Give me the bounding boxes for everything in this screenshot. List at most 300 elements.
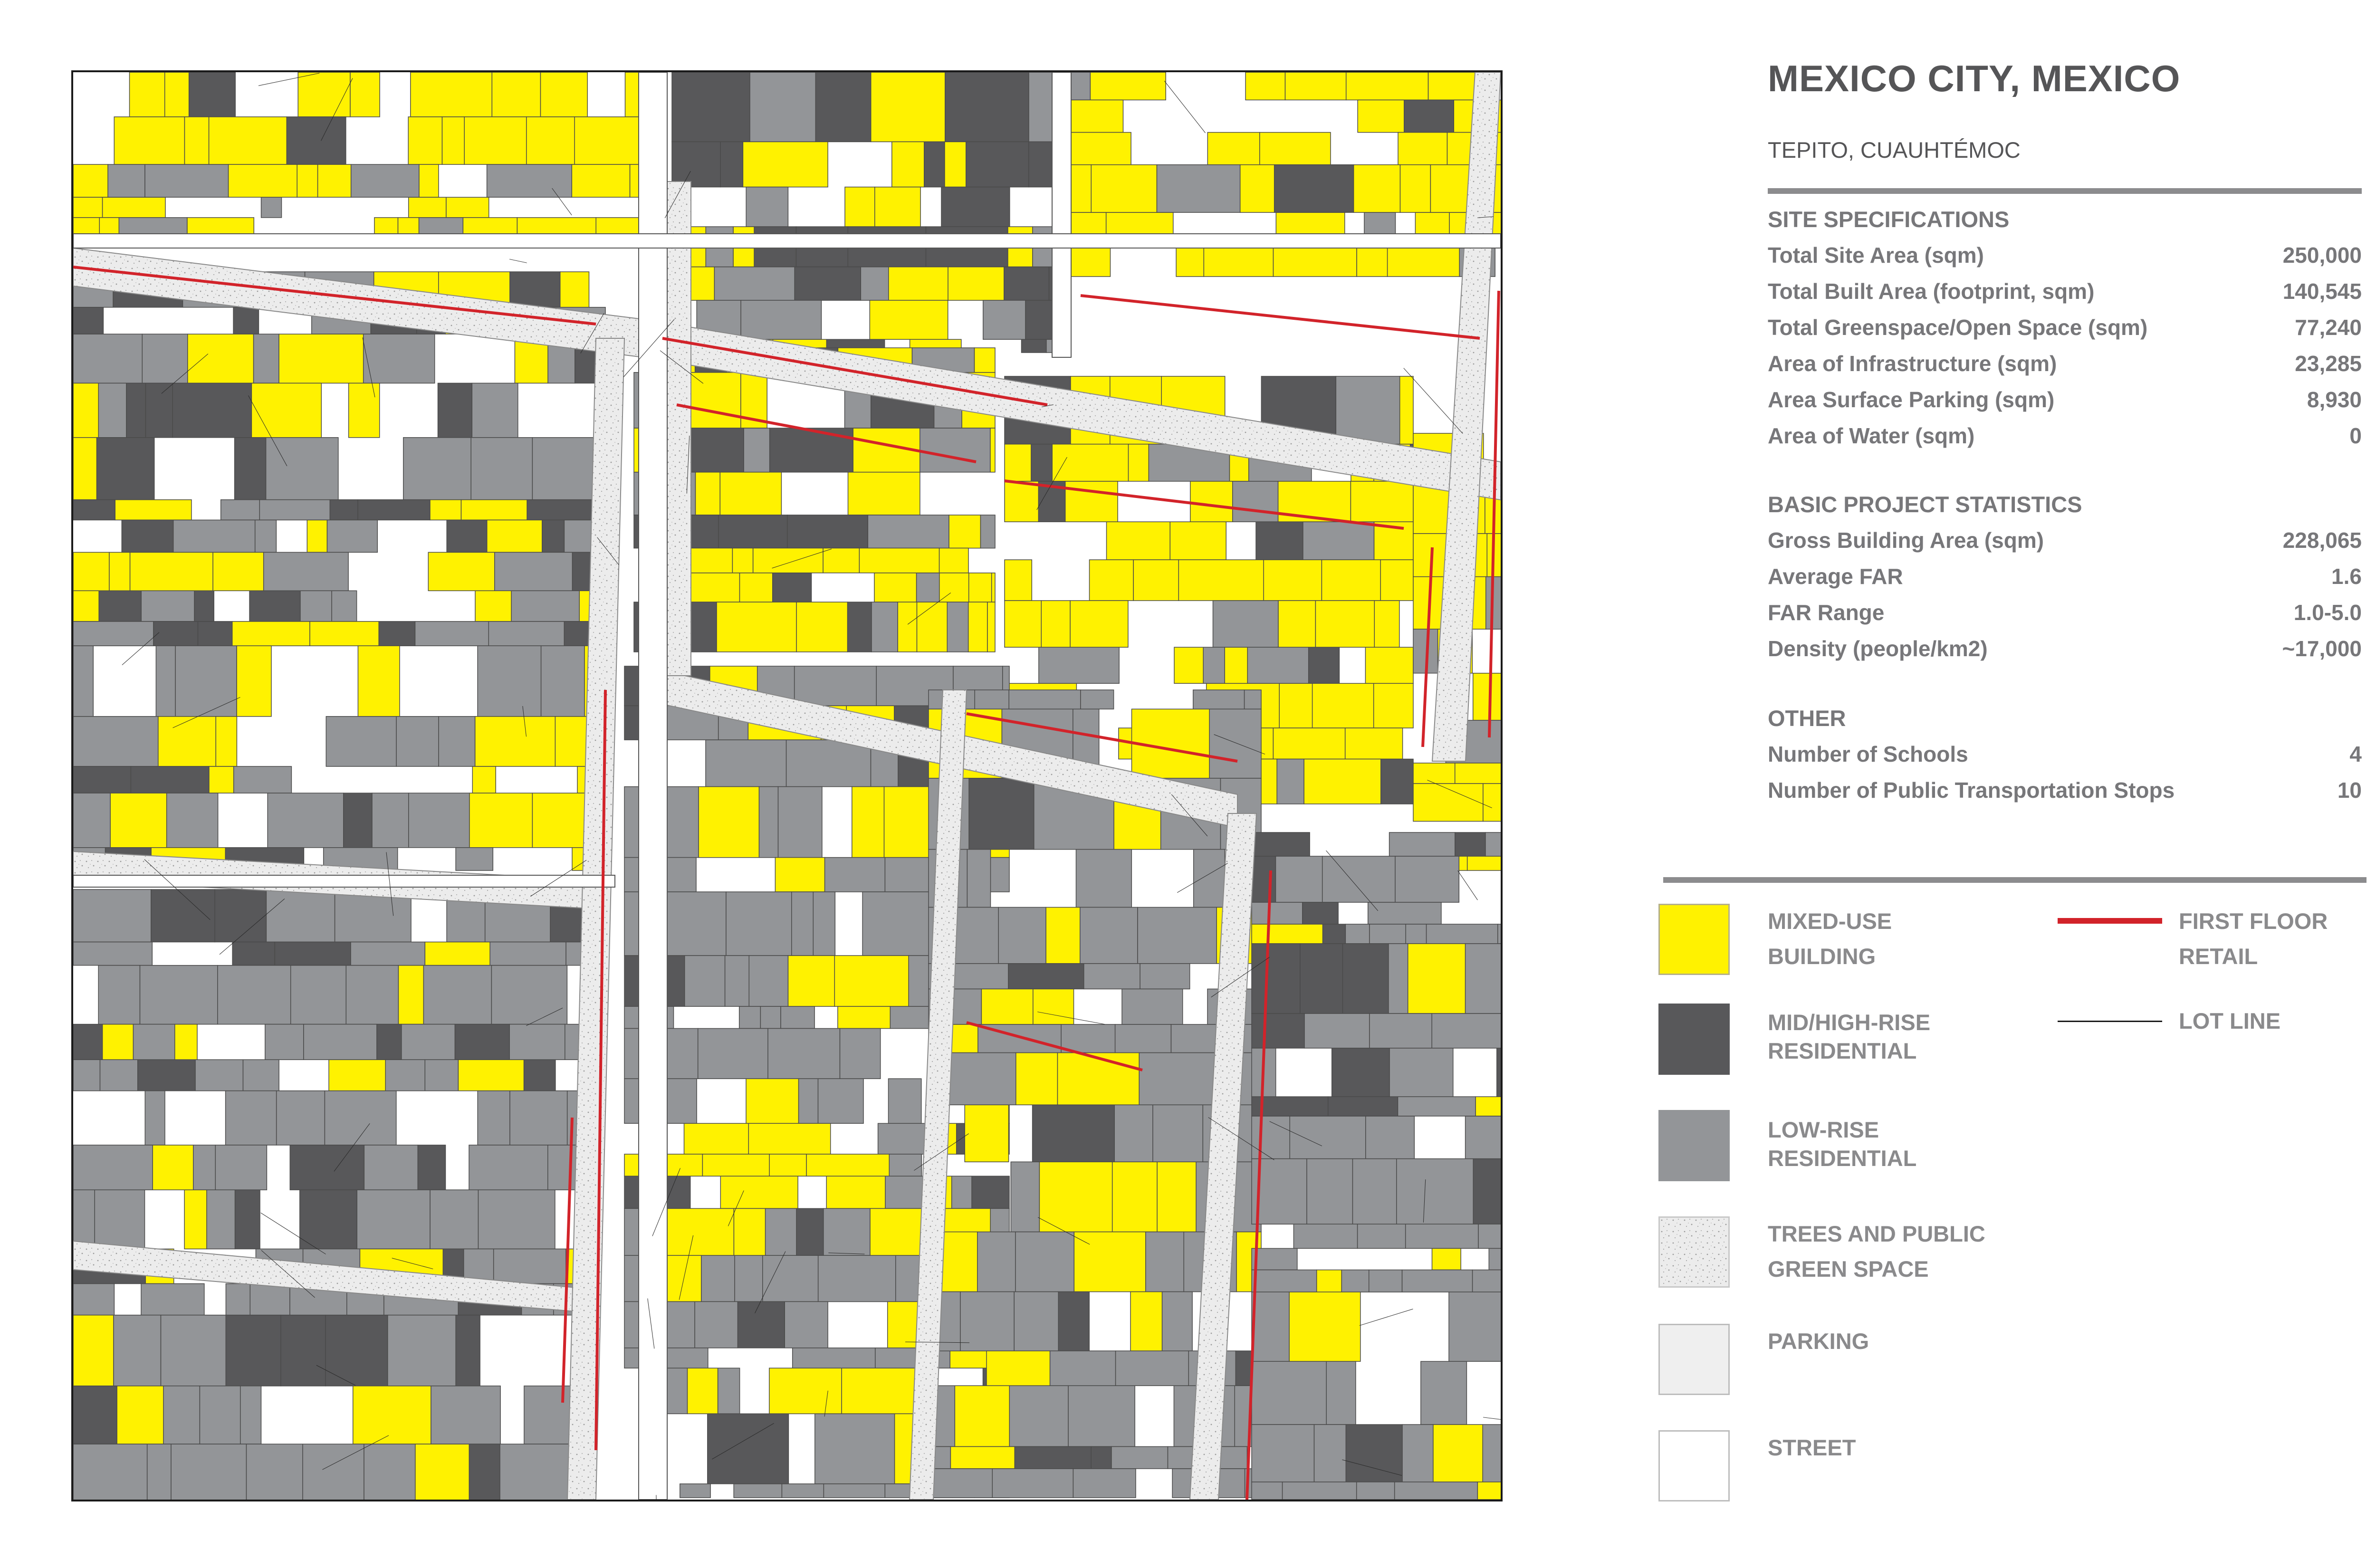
building-footprint xyxy=(1090,560,1134,601)
building-footprint xyxy=(1357,245,1388,277)
building-footprint xyxy=(983,300,1025,339)
building-footprint xyxy=(782,1484,824,1498)
building-footprint xyxy=(1081,690,1114,709)
other-stat-row xyxy=(1768,777,2362,806)
site-spec-row xyxy=(1768,387,2362,415)
building-footprint xyxy=(625,72,639,117)
building-footprint xyxy=(749,956,788,1006)
building-footprint xyxy=(237,646,271,717)
map-subtitle: TEPITO, CUAUHTÉMOC xyxy=(1768,137,2021,163)
street-swatch xyxy=(1658,1430,1730,1501)
site-spec-row xyxy=(1768,351,2362,379)
building-footprint xyxy=(1489,1248,1501,1270)
building-footprint xyxy=(542,520,565,552)
building-footprint xyxy=(232,942,275,966)
building-footprint xyxy=(1138,908,1217,964)
building-footprint xyxy=(824,1484,885,1498)
building-footprint xyxy=(510,1091,567,1145)
stat-label: Area of Water (sqm) xyxy=(1768,423,1975,448)
building-footprint xyxy=(187,218,254,234)
building-footprint xyxy=(763,1255,818,1301)
building-footprint xyxy=(1084,964,1140,989)
stat-label: Total Built Area (footprint, sqm) xyxy=(1768,279,2095,304)
building-footprint xyxy=(153,621,198,646)
building-footprint xyxy=(1204,245,1273,277)
building-footprint xyxy=(1076,850,1132,908)
building-footprint xyxy=(1252,1292,1289,1361)
stat-value: ~17,000 xyxy=(2282,636,2362,661)
building-footprint xyxy=(472,766,496,793)
building-footprint xyxy=(415,621,489,646)
building-footprint xyxy=(1449,1292,1501,1361)
building-footprint xyxy=(1025,300,1052,339)
building-footprint xyxy=(119,218,187,234)
stat-value: 23,285 xyxy=(2295,351,2362,376)
building-footprint xyxy=(753,548,823,573)
stat-label: Total Greenspace/Open Space (sqm) xyxy=(1768,315,2148,340)
building-footprint xyxy=(73,1444,147,1500)
building-footprint xyxy=(471,438,532,500)
building-footprint xyxy=(130,72,165,117)
building-footprint xyxy=(1039,1162,1112,1232)
building-footprint xyxy=(1114,1105,1153,1162)
building-footprint xyxy=(357,1190,430,1249)
building-footprint xyxy=(966,142,1029,187)
building-footprint xyxy=(1178,560,1264,601)
building-footprint xyxy=(141,591,194,621)
stat-value: 1.0-5.0 xyxy=(2293,600,2362,625)
legend-label: STREET xyxy=(1768,1435,1856,1460)
building-footprint xyxy=(332,591,357,621)
building-footprint xyxy=(952,1176,972,1208)
building-footprint xyxy=(1368,902,1441,924)
building-footprint xyxy=(1005,444,1031,481)
building-footprint xyxy=(786,740,871,786)
trees-swatch xyxy=(1658,1216,1730,1288)
building-footprint xyxy=(1277,759,1304,804)
building-footprint xyxy=(1252,1361,1326,1425)
building-footprint xyxy=(1157,165,1240,212)
building-footprint xyxy=(1389,944,1408,1013)
building-footprint xyxy=(377,1024,402,1060)
building-footprint xyxy=(114,1315,161,1386)
building-footprint xyxy=(298,72,350,117)
building-footprint xyxy=(826,1176,885,1208)
building-footprint xyxy=(456,848,493,870)
building-footprint xyxy=(310,621,379,646)
building-footprint xyxy=(1209,709,1261,778)
map-title: MEXICO CITY, MEXICO xyxy=(1768,57,2181,99)
building-footprint xyxy=(572,164,630,197)
building-footprint xyxy=(1247,647,1309,683)
building-footprint xyxy=(720,472,781,515)
building-footprint xyxy=(194,591,214,621)
building-footprint xyxy=(1252,944,1300,1013)
building-footprint xyxy=(1400,376,1413,444)
building-footprint xyxy=(949,515,981,548)
project-stat-row xyxy=(1768,527,2362,556)
building-footprint xyxy=(266,438,338,500)
building-footprint xyxy=(773,573,812,602)
building-footprint xyxy=(1389,1048,1453,1097)
building-footprint xyxy=(818,1255,896,1301)
building-footprint xyxy=(447,520,487,552)
building-footprint xyxy=(419,218,463,234)
building-footprint xyxy=(1225,647,1247,683)
building-footprint xyxy=(981,515,996,548)
building-footprint xyxy=(402,1024,455,1060)
building-footprint xyxy=(438,383,472,437)
building-footprint xyxy=(1071,133,1131,165)
building-footprint xyxy=(1402,1270,1473,1292)
building-footprint xyxy=(872,602,898,652)
building-footprint xyxy=(1346,72,1428,100)
building-footprint xyxy=(1307,1159,1353,1224)
building-footprint xyxy=(126,383,145,437)
building-footprint xyxy=(796,602,848,652)
building-footprint xyxy=(1157,1162,1196,1232)
lot-line xyxy=(509,259,527,263)
building-footprint xyxy=(684,1123,749,1154)
building-footprint xyxy=(672,142,720,187)
building-footprint xyxy=(95,1190,144,1249)
building-footprint xyxy=(1326,1361,1356,1425)
building-footprint xyxy=(861,267,889,300)
building-footprint xyxy=(442,117,465,164)
building-footprint xyxy=(718,1368,740,1414)
retail-line-sample xyxy=(2058,918,2162,924)
building-footprint xyxy=(796,1208,824,1255)
building-footprint xyxy=(769,1368,842,1414)
building-footprint xyxy=(787,515,868,548)
building-footprint xyxy=(254,334,279,383)
building-footprint xyxy=(1336,376,1399,444)
building-footprint xyxy=(969,573,992,602)
building-footprint xyxy=(527,500,598,520)
building-footprint xyxy=(73,1284,114,1315)
building-footprint xyxy=(430,1190,478,1249)
building-footprint xyxy=(103,1024,134,1060)
building-footprint xyxy=(108,164,145,197)
building-footprint xyxy=(153,1145,193,1190)
building-footprint xyxy=(1358,1224,1406,1248)
building-footprint xyxy=(1313,683,1374,728)
building-footprint xyxy=(1345,924,1370,944)
building-footprint xyxy=(163,1386,200,1444)
stat-label: Total Site Area (sqm) xyxy=(1768,243,1984,268)
building-footprint xyxy=(1029,142,1052,187)
building-footprint xyxy=(235,1190,260,1249)
building-footprint xyxy=(275,942,351,966)
building-footprint xyxy=(469,1145,548,1190)
header-divider xyxy=(1768,188,2362,194)
stat-value: 10 xyxy=(2337,778,2362,803)
lot-line xyxy=(1458,870,1478,900)
building-footprint xyxy=(189,72,236,117)
building-footprint xyxy=(1389,832,1455,856)
building-footprint xyxy=(969,778,1034,850)
building-footprint xyxy=(746,187,788,227)
building-footprint xyxy=(146,383,173,437)
building-footprint xyxy=(1400,165,1431,212)
building-footprint xyxy=(1073,1469,1136,1498)
building-footprint xyxy=(1274,245,1357,277)
building-footprint xyxy=(1193,690,1245,709)
building-footprint xyxy=(250,1284,290,1315)
building-footprint xyxy=(1071,100,1123,132)
building-footprint xyxy=(1090,72,1166,100)
building-footprint xyxy=(165,72,189,117)
building-footprint xyxy=(291,966,346,1024)
building-footprint xyxy=(690,373,741,428)
building-footprint xyxy=(560,272,589,307)
building-footprint xyxy=(300,591,332,621)
building-footprint xyxy=(813,892,835,956)
building-footprint xyxy=(725,956,749,1006)
building-footprint xyxy=(702,1154,769,1176)
building-footprint xyxy=(685,956,725,1006)
building-footprint xyxy=(1478,1224,1501,1248)
building-footprint xyxy=(1343,944,1389,1013)
building-footprint xyxy=(439,717,475,766)
building-footprint xyxy=(330,500,358,520)
building-footprint xyxy=(185,117,209,164)
building-footprint xyxy=(838,1006,891,1028)
building-footprint xyxy=(73,218,99,234)
building-footprint xyxy=(327,520,378,552)
building-footprint xyxy=(221,500,260,520)
building-footprint xyxy=(1354,165,1400,212)
legend-label-line: LOW-RISE xyxy=(1768,1117,1879,1142)
building-footprint xyxy=(862,892,935,956)
building-footprint xyxy=(277,1091,325,1145)
building-footprint xyxy=(73,621,153,646)
building-footprint xyxy=(1370,1013,1432,1048)
building-footprint xyxy=(1033,1105,1115,1162)
building-footprint xyxy=(977,1232,1016,1292)
building-footprint xyxy=(255,520,277,552)
building-footprint xyxy=(73,307,103,334)
building-footprint xyxy=(215,1145,267,1190)
building-footprint xyxy=(1485,832,1501,856)
building-footprint xyxy=(875,187,920,227)
building-footprint xyxy=(1283,1482,1357,1500)
building-footprint xyxy=(818,1079,864,1123)
building-footprint xyxy=(842,1368,920,1414)
building-footprint xyxy=(98,383,126,437)
building-footprint xyxy=(487,164,572,197)
building-footprint xyxy=(1058,1292,1089,1351)
building-footprint xyxy=(408,117,442,164)
building-footprint xyxy=(1406,924,1426,944)
building-footprint xyxy=(768,1029,840,1079)
building-footprint xyxy=(719,515,787,548)
building-footprint xyxy=(834,956,909,1006)
street-corridor xyxy=(667,182,691,676)
building-footprint xyxy=(114,117,184,164)
building-footprint xyxy=(929,1469,992,1498)
building-footprint xyxy=(251,383,321,437)
building-footprint xyxy=(161,1315,226,1386)
building-footprint xyxy=(131,766,209,793)
building-footprint xyxy=(1146,1232,1184,1292)
building-footprint xyxy=(1374,683,1413,728)
building-footprint xyxy=(917,573,939,602)
mid-high-rise-swatch xyxy=(1658,1004,1730,1075)
building-footprint xyxy=(425,1060,458,1091)
building-footprint xyxy=(287,117,345,164)
building-footprint xyxy=(1497,1048,1501,1097)
building-footprint xyxy=(720,1176,798,1208)
building-footprint xyxy=(1475,1097,1501,1116)
building-footprint xyxy=(972,1176,1009,1208)
building-footprint xyxy=(456,1315,480,1386)
project-stat-row xyxy=(1768,600,2362,628)
building-footprint xyxy=(511,591,579,621)
building-footprint xyxy=(840,1029,881,1079)
legend-label xyxy=(1768,1116,1916,1173)
building-footprint xyxy=(475,591,511,621)
building-footprint xyxy=(147,1444,171,1500)
building-footprint xyxy=(1252,832,1310,856)
stat-label: Density (people/km2) xyxy=(1768,636,1988,661)
building-footprint xyxy=(1005,481,1039,522)
building-footprint xyxy=(778,787,822,858)
building-footprint xyxy=(1041,601,1070,647)
stat-value: 140,545 xyxy=(2282,279,2362,304)
parking-swatch xyxy=(1658,1324,1730,1395)
building-footprint xyxy=(1252,1248,1297,1270)
building-footprint xyxy=(1483,784,1501,821)
building-footprint xyxy=(300,1190,357,1249)
building-footprint xyxy=(158,717,216,766)
building-footprint xyxy=(1004,267,1049,300)
building-footprint xyxy=(924,142,945,187)
legend-label-line: TREES AND PUBLIC xyxy=(1768,1221,1985,1246)
building-footprint xyxy=(1015,1447,1091,1469)
lot-line-sample xyxy=(2058,1021,2162,1022)
stat-label: Number of Public Transportation Stops xyxy=(1768,778,2175,803)
building-footprint xyxy=(1133,560,1178,601)
building-footprint xyxy=(213,552,264,591)
building-footprint xyxy=(184,1190,207,1249)
building-footprint xyxy=(73,717,158,766)
building-footprint xyxy=(472,383,518,437)
building-footprint xyxy=(799,1079,818,1123)
building-footprint xyxy=(859,548,939,573)
building-footprint xyxy=(1395,856,1459,902)
building-footprint xyxy=(524,1060,556,1091)
building-footprint xyxy=(73,1315,114,1386)
building-footprint xyxy=(215,889,266,942)
stat-value: 250,000 xyxy=(2282,243,2362,268)
building-footprint xyxy=(207,1190,235,1249)
building-footprint xyxy=(232,621,310,646)
building-footprint xyxy=(1413,763,1455,784)
building-footprint xyxy=(871,72,945,142)
building-footprint xyxy=(1395,1482,1478,1500)
trees-swatch-pattern xyxy=(1660,1218,1728,1286)
building-footprint xyxy=(73,1190,95,1249)
building-footprint xyxy=(350,72,380,117)
building-footprint xyxy=(73,942,152,966)
building-footprint xyxy=(1014,1292,1058,1351)
building-footprint xyxy=(492,72,540,117)
lot-line xyxy=(1164,81,1205,133)
building-footprint xyxy=(1289,1292,1360,1361)
building-footprint xyxy=(1304,759,1381,804)
building-footprint xyxy=(151,889,215,942)
building-footprint xyxy=(1122,989,1183,1024)
stat-value: 8,930 xyxy=(2307,387,2362,412)
building-footprint xyxy=(458,1060,524,1091)
building-footprint xyxy=(987,602,995,652)
building-footprint xyxy=(218,966,291,1024)
building-footprint xyxy=(541,646,584,717)
building-footprint xyxy=(667,1208,734,1255)
building-footprint xyxy=(688,1368,718,1414)
building-footprint xyxy=(823,548,859,573)
building-footprint xyxy=(98,966,140,1024)
building-footprint xyxy=(281,1315,326,1386)
building-footprint xyxy=(188,334,254,383)
building-footprint xyxy=(423,966,491,1024)
building-footprint xyxy=(696,472,720,515)
building-footprint xyxy=(1058,1053,1140,1105)
building-footprint xyxy=(265,1024,304,1060)
building-footprint xyxy=(130,552,213,591)
building-footprint xyxy=(975,690,1009,709)
building-footprint xyxy=(1162,1292,1193,1351)
building-footprint xyxy=(1293,1224,1357,1248)
building-footprint xyxy=(385,1060,425,1091)
street-white xyxy=(639,72,667,1500)
building-footprint xyxy=(171,1444,247,1500)
legend-label-line: RETAIL xyxy=(2179,944,2258,969)
building-footprint xyxy=(1317,1270,1342,1292)
building-footprint xyxy=(815,72,871,142)
building-footprint xyxy=(1303,902,1338,924)
building-footprint xyxy=(364,1145,418,1190)
stat-label: Area Surface Parking (sqm) xyxy=(1768,387,2055,412)
building-footprint xyxy=(415,1444,469,1500)
legend-label xyxy=(1768,904,1892,974)
building-footprint xyxy=(1194,850,1225,908)
building-footprint xyxy=(1303,522,1374,560)
building-footprint xyxy=(1388,245,1460,277)
building-footprint xyxy=(455,1024,510,1060)
legend-label-line: GREEN SPACE xyxy=(1768,1256,1929,1281)
legend-label-line: RESIDENTIAL xyxy=(1768,1038,1917,1063)
building-footprint xyxy=(793,1348,875,1368)
building-footprint xyxy=(109,552,130,591)
building-footprint xyxy=(490,942,566,966)
building-footprint xyxy=(1140,964,1190,989)
building-footprint xyxy=(1252,856,1276,902)
building-footprint xyxy=(968,602,987,652)
building-footprint xyxy=(510,272,560,307)
building-footprint xyxy=(1290,1116,1366,1159)
building-footprint xyxy=(403,438,471,500)
building-footprint xyxy=(379,621,415,646)
site-spec-row xyxy=(1768,242,2362,271)
building-footprint xyxy=(491,966,567,1024)
building-footprint xyxy=(792,892,814,956)
building-footprint xyxy=(1323,924,1346,944)
building-footprint xyxy=(1477,1482,1501,1500)
stat-value: 4 xyxy=(2349,742,2362,766)
building-footprint xyxy=(235,438,266,500)
